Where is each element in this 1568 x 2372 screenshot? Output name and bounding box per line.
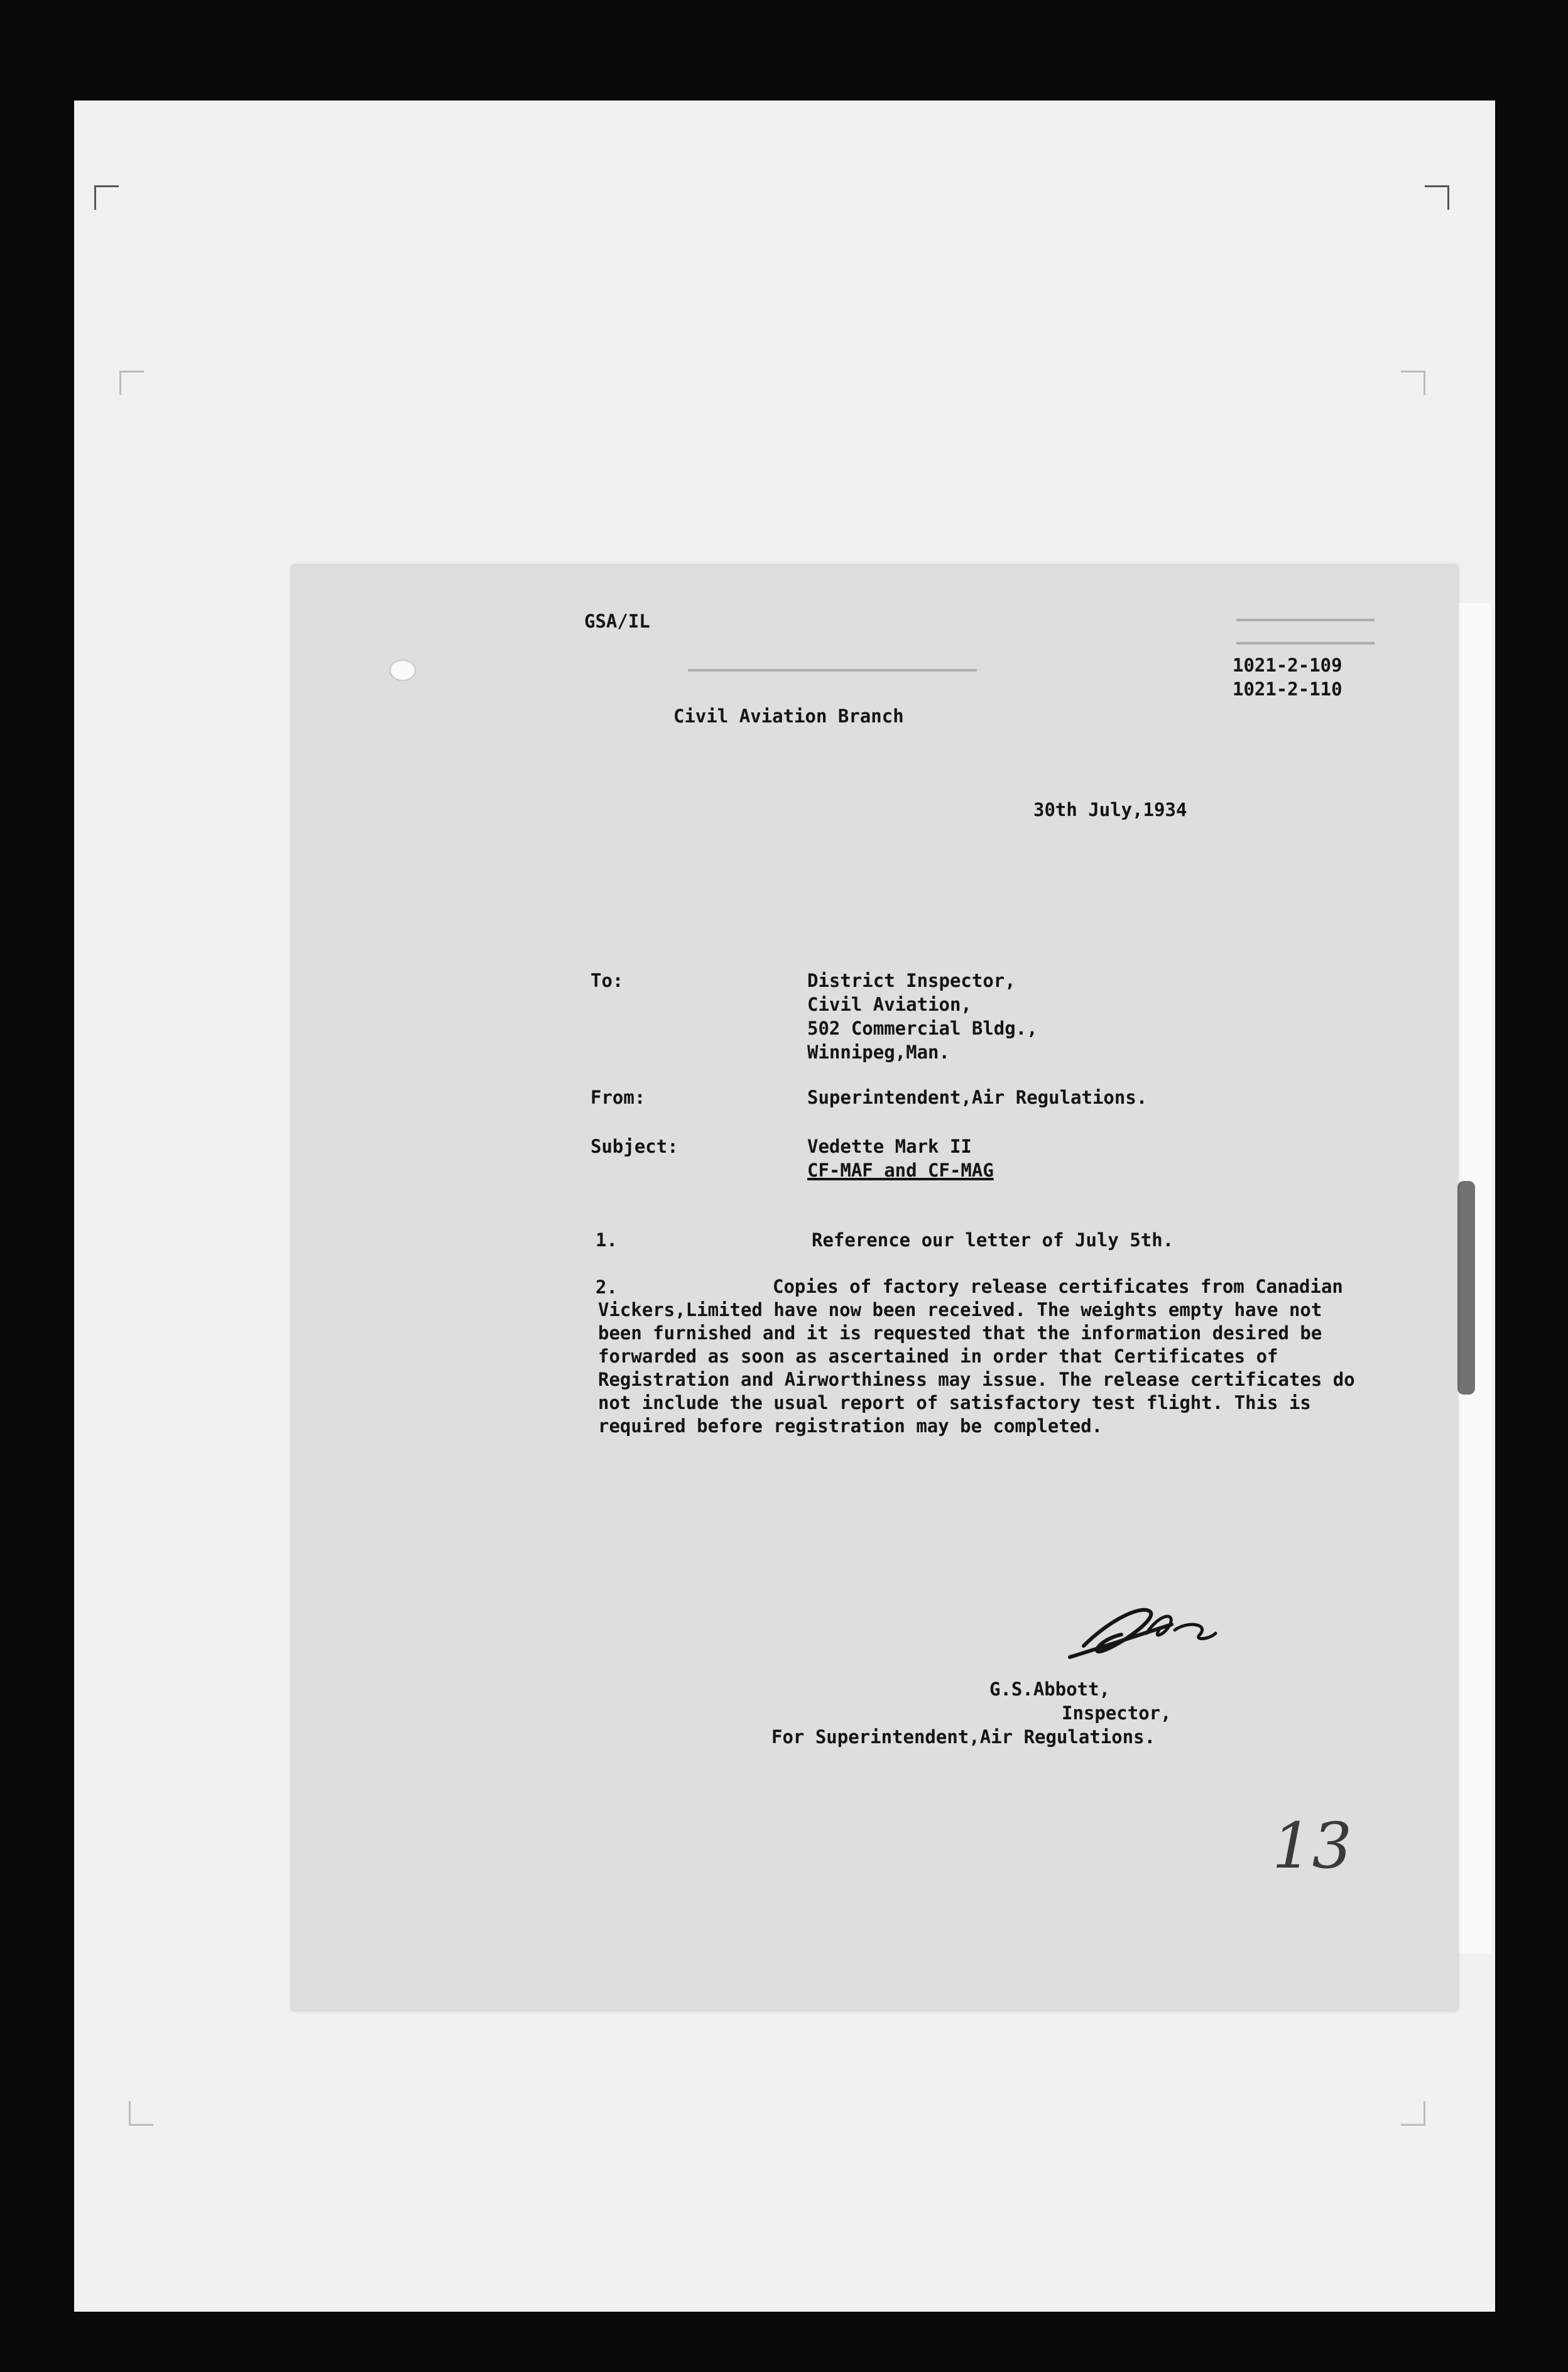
from-label: From:: [591, 1087, 646, 1108]
branch-heading: Civil Aviation Branch: [673, 705, 904, 727]
paragraph-1: Reference our letter of July 5th.: [812, 1229, 1174, 1251]
handwritten-signature: [1065, 1596, 1228, 1671]
crop-mark-top-right: [1425, 185, 1449, 210]
signature-for-line: For Superintendent,Air Regulations.: [771, 1726, 1156, 1748]
faint-ref-line: [1236, 642, 1375, 645]
crop-mark-top-left: [94, 185, 119, 210]
to-line: Civil Aviation,: [807, 994, 972, 1015]
subject-line: Vedette Mark II: [807, 1136, 972, 1157]
handwritten-page-number: 13: [1272, 1809, 1353, 1883]
to-line: 502 Commercial Bldg.,: [807, 1018, 1038, 1039]
to-label: To:: [591, 970, 624, 991]
reference-number: 1021-2-110: [1233, 678, 1342, 700]
paragraph-number: 1.: [596, 1229, 618, 1251]
edge-stain: [1457, 1181, 1475, 1395]
subject-line-underlined: CF-MAF and CF-MAG: [807, 1160, 994, 1181]
crop-mark-bottom-left: [129, 2101, 153, 2126]
crop-mark-mid-right: [1401, 371, 1425, 395]
faint-ref-line: [1236, 619, 1375, 621]
to-line: Winnipeg,Man.: [807, 1042, 950, 1063]
memo-date: 30th July,1934: [1033, 799, 1187, 820]
paragraph-number: 2.: [596, 1276, 618, 1298]
crop-mark-bottom-right: [1401, 2101, 1425, 2126]
crop-mark-mid-left: [119, 371, 144, 395]
reference-number: 1021-2-109: [1233, 655, 1342, 676]
signature-title: Inspector,: [1062, 1702, 1172, 1724]
subject-label: Subject:: [591, 1136, 678, 1157]
to-line: District Inspector,: [807, 970, 1016, 991]
paragraph-2: Copies of factory release certificates from Canadian Vickers,Limited have now been received. The weights empty have not been furnished and it is requested that the information desired be forwarded as soon as ascertained in order that Certificates of Registration and Airworthiness may issue. The release certificates do not include the usual report of satisfactory test flight. This is required before registration may be completed.: [598, 1276, 1355, 1437]
file-code: GSA/IL: [584, 611, 650, 632]
from-value: Superintendent,Air Regulations.: [807, 1087, 1148, 1108]
signature-name: G.S.Abbott,: [989, 1678, 1111, 1700]
punch-hole: [389, 660, 416, 681]
faint-header-line: [688, 669, 977, 672]
